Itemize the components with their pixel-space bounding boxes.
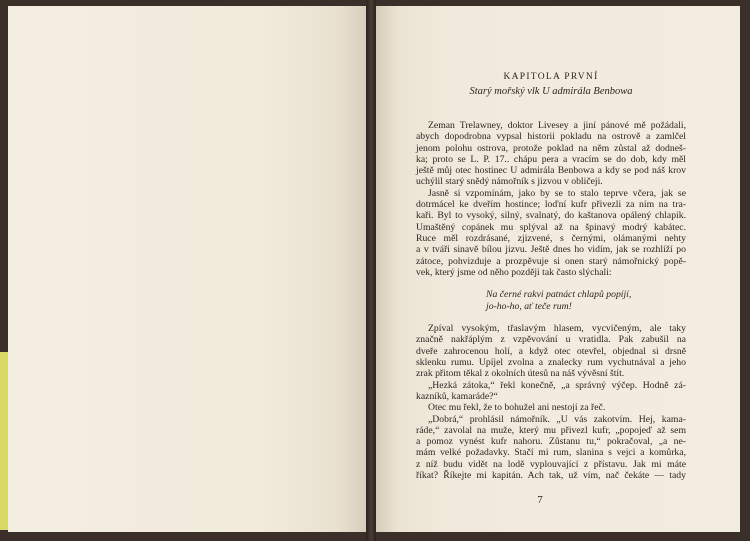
paragraph-1 <box>416 120 686 188</box>
text-line: abych dopodrobna vypsal historii pokladu na ostrově a zamlčel <box>416 131 686 143</box>
paragraph-3 <box>416 323 686 379</box>
text-line: uchýlil starý snědý námořník s jizvou v obličeji. <box>416 176 603 188</box>
text-line: dotrmácel ke dveřím hostince; loďní kufr přivezli za ním na tra- <box>416 199 686 211</box>
text-line: značně nakřáplým z vzpěvování u vratidla. Pak zabušil na <box>416 334 686 346</box>
page-text <box>416 70 686 481</box>
text-line: dveře zahrocenou holí, a když otec otevřel, objednal si drsně <box>416 345 686 357</box>
text-line: sklenku rumu. Upíjel zvolna a znalecky rum vychutnával a jeho <box>416 357 686 369</box>
paragraph-2 <box>416 188 686 278</box>
chapter-heading: KAPITOLA PRVNÍ <box>503 72 599 82</box>
text-line: ka; proto se L. P. 17.. chápu pera a vracím se do dob, kdy měl <box>416 153 686 165</box>
verse-line: Na černé rakvi patnáct chlapů popíjí, <box>486 289 632 301</box>
left-page-blank <box>8 6 366 532</box>
text-line: ještě můj otec hostinec U admirála Benbowa a kdy se pod náš krov <box>416 165 686 177</box>
text-line: kazníků, kamaráde?“ <box>416 390 498 402</box>
text-line: Umaštěný copánek mu splýval až na špinavý modrý kabátec. <box>416 221 686 233</box>
text-line: „Hezká zátoka,“ řekl konečně, „a správný výčep. Hodně zá- <box>428 379 686 391</box>
text-line: a pomoz vynést kufr nahoru. Zůstanu tu,“ pokračoval, „a ne- <box>416 436 686 448</box>
text-line: zrak přitom těkal z okolních útesů na náš vývěsní štít. <box>416 368 625 380</box>
paragraph-4 <box>416 380 686 403</box>
book-spine-gutter <box>366 0 376 541</box>
bookmark-ribbon <box>0 352 8 530</box>
text-line: Otec mu řekl, že to bohužel ani nestojí za řeč. <box>428 402 606 414</box>
text-line: Ruce měl rozdrásané, zjizvené, s černými, olámanými nehty <box>416 232 686 244</box>
paragraph-5 <box>416 402 686 413</box>
text-line: mám velké požadavky. Stačí mi rum, slanina s vejci a komůrka, <box>416 447 686 459</box>
text-line: „Dobrá,“ prohlásil námořník. „U vás zakotvím. Hej, kama- <box>428 413 686 425</box>
song-verse <box>416 289 686 312</box>
page-number: 7 <box>537 494 543 506</box>
paragraph-6 <box>416 414 686 482</box>
text-line: ráde,“ zavolal na muže, který mu přivezl kufr, „popojeď až sem <box>416 424 686 436</box>
text-line: říkat? Říkejte mi kapitán. Ach tak, už vím, nač čekáte — tady <box>416 470 686 482</box>
text-line: kaři. Byl to vysoký, silný, svalnatý, do kaštanova opálený chlapík. <box>416 210 686 222</box>
text-line: Zpíval vysokým, třaslavým hlasem, vycvičeným, ale taky <box>428 323 686 335</box>
text-line: zátoce, pohvizduje a prozpěvuje si onen starý námořnický popě- <box>416 255 686 267</box>
text-line: Zeman Trelawney, doktor Livesey a jiní pánové mě požádali, <box>428 120 686 131</box>
chapter-title: Starý mořský vlk U admirála Benbowa <box>469 86 633 97</box>
verse-line: jo-ho-ho, ať teče rum! <box>486 300 572 312</box>
text-line: jenom polohu ostrova, protože poklad na něm zůstal až dodneš- <box>416 142 686 154</box>
text-line: a v tváři sinavě bílou jizvu. Ještě dnes ho vidím, jak se rozhlíží po <box>416 244 686 256</box>
text-line: z níž budu vidět na lodě vyplouvající z přístavu. Jak mi máte <box>416 458 686 470</box>
text-line: Jasně si vzpomínám, jako by se to stalo teprve včera, jak se <box>428 187 686 199</box>
text-line: vek, který jsme od něho později tak často slýchali: <box>416 266 612 278</box>
